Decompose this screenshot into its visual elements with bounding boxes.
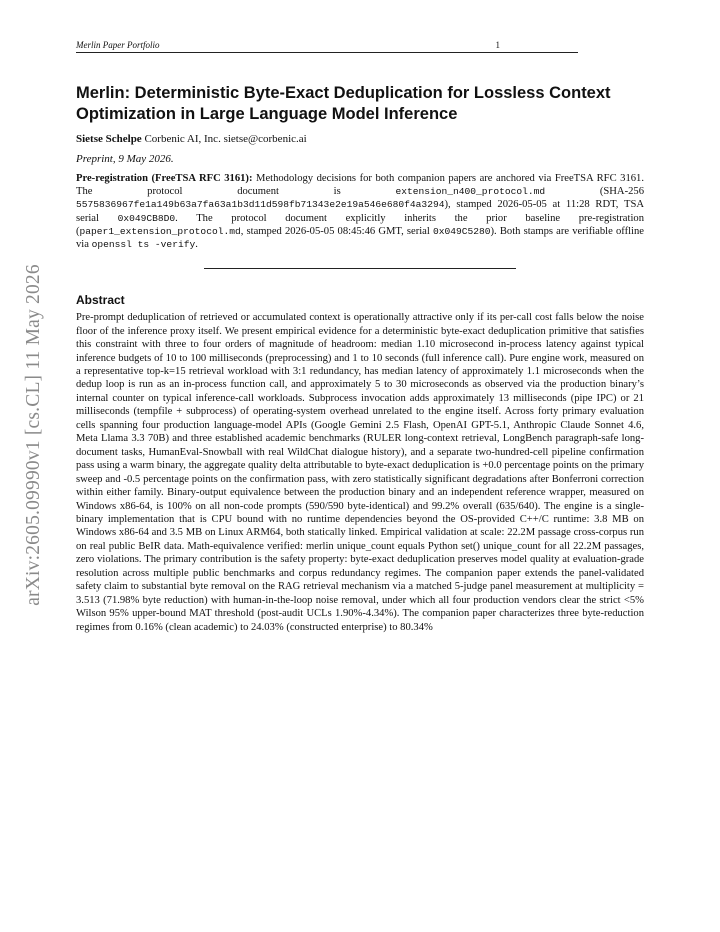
protocol-filename: extension_n400_protocol.md <box>395 186 546 198</box>
preregistration-text: . The protocol document explicitly inherits the prior baseline pre-registration ( <box>76 212 644 237</box>
arxiv-identifier-stamp <box>14 255 54 615</box>
author-line <box>76 133 644 145</box>
arxiv-identifier-text: arXiv:2605.09990v1 [cs.CL] 11 May 2026 <box>23 264 44 606</box>
author-name: Sietse Schelpe <box>76 133 142 145</box>
protocol-hash: 5575836967fe1a149b63a7fa63a1b3d11d598fb71343e2e19a546e680f4a3294 <box>76 199 445 211</box>
abstract-heading: Abstract <box>76 293 125 308</box>
preregistration-label: Pre-registration (FreeTSA RFC 3161): <box>76 173 253 184</box>
preregistration-text: ), stamped 2026-05-05 at 11:28 RDT, TSA serial <box>76 199 644 224</box>
preregistration-text: (SHA-256 <box>545 186 644 198</box>
preregistration-text: Methodology decisions for both companion papers are anchored via FreeTSA RFC 3161. The protocol document is <box>76 173 644 198</box>
preregistration-text: , stamped 2026-05-05 08:45:46 GMT, serial <box>240 225 433 237</box>
paper-title: Merlin: Deterministic Byte-Exact Deduplication for Lossless Context Optimization in Large Language Model Inference <box>76 84 611 123</box>
tsa-serial: 0x049CB8D0 <box>117 212 176 224</box>
preregistration-text: . <box>195 239 198 251</box>
preregistration-paragraph <box>76 172 644 251</box>
paper-page <box>76 40 644 634</box>
verify-command: openssl ts -verify <box>91 239 196 251</box>
baseline-protocol-filename: paper1_extension_protocol.md <box>79 225 241 237</box>
section-divider <box>204 268 516 269</box>
running-head <box>76 40 578 53</box>
preregistration-text: ). Both stamps are verifiable offline via <box>76 225 644 251</box>
running-head-title: Merlin Paper Portfolio <box>76 40 160 50</box>
abstract-body: Pre-prompt deduplication of retrieved or accumulated context is operationally attractive only if its per-call cost falls below the noise floor of the inference proxy itself. We present empirical evidence for a deterministic byte-exact deduplication primitive that satisfies this constraint with three to four orders of magnitude of headroom: median 1.10 microsecond in-process latency against typical inference budgets of 10 to 100 milliseconds (preprocessing) and 1 to 10 seconds (full inference call). Pure engine work, measured on a representative top-k=15 retrieval workload with 3:1 redundancy, has median latency of approximately 1.1 microseconds when the dedup loop is run as an in-process function call, and approximately 5 to 30 microseconds as observed via the production binary’s internal counter on typical inference-call workloads. Subprocess invocation adds approximately 13 milliseconds (pipe IPC) or 21 milliseconds (tempfile + subprocess) of operating-system overhead unrelated to the engine itself. Across forty primary evaluation cells spanning four production language-model APIs (Google Gemini 2.5 Flash, OpenAI GPT-5.1, Anthropic Claude Sonnet 4.6, Meta Llama 3.3 70B) and three established academic benchmarks (RULER long-context retrieval, LongBench paragraph-safe long-document tasks, HumanEval-Snowball with real WildChat dialogue history), and a separate two-hundred-cell pipeline confirmation pass using a warm binary, the aggregate quality delta attributable to byte-exact deduplication is +0.0 percentage points on the primary sweep and -0.5 percentage points on the confirmation pass, with zero statistically significant degradations after Bonferroni correction within either family. Binary-output equivalence between the production binary and an independent reference wrapper, measured on Windows x86-64, is 100% on all non-code prompts (590/590 byte-identical) and 99.2% overall (635/640). The engine is a single-binary implementation that is CPU bound with no runtime dependencies beyond the OS-provided C++/C runtime: 3.8 MB on Windows x86-64 and 3.5 MB on Linux ARM64, both statically linked. Empirical validation at scale: 22.2M passage cross-corpus run on real public BeIR data. Math-equivalence verified: merlin unique_count equals Python set() unique_count for all 22.2M passages, zero violations. The primary contribution is the safety property: byte-exact deduplication preserves model quality at evaluation-grade resolution across multiple public benchmarks and corpus redundancy regimes. The companion paper extends the panel-validated safety claim to substantial byte removal on the RAG retrieval mechanism via a matched 5-judge panel measurement at multiplicity = 3.513 (71.98% byte reduction) with human-in-the-loop noise removal, under which all four production vendors clear the strict <5% Wilson 95% upper-bound MAT threshold (post-audit UCLs 1.90%-4.34%). The companion paper characterizes three byte-reduction regimes from 0.16% (clean academic) to 24.03% (constructed enterprise) to 80.34% <box>76 312 644 633</box>
publication-date: Preprint, 9 May 2026. <box>76 153 174 165</box>
page-number: 1 <box>495 40 500 50</box>
author-affiliation: Corbenic AI, Inc. sietse@corbenic.ai <box>141 133 307 145</box>
baseline-tsa-serial: 0x049C5280 <box>432 225 491 237</box>
